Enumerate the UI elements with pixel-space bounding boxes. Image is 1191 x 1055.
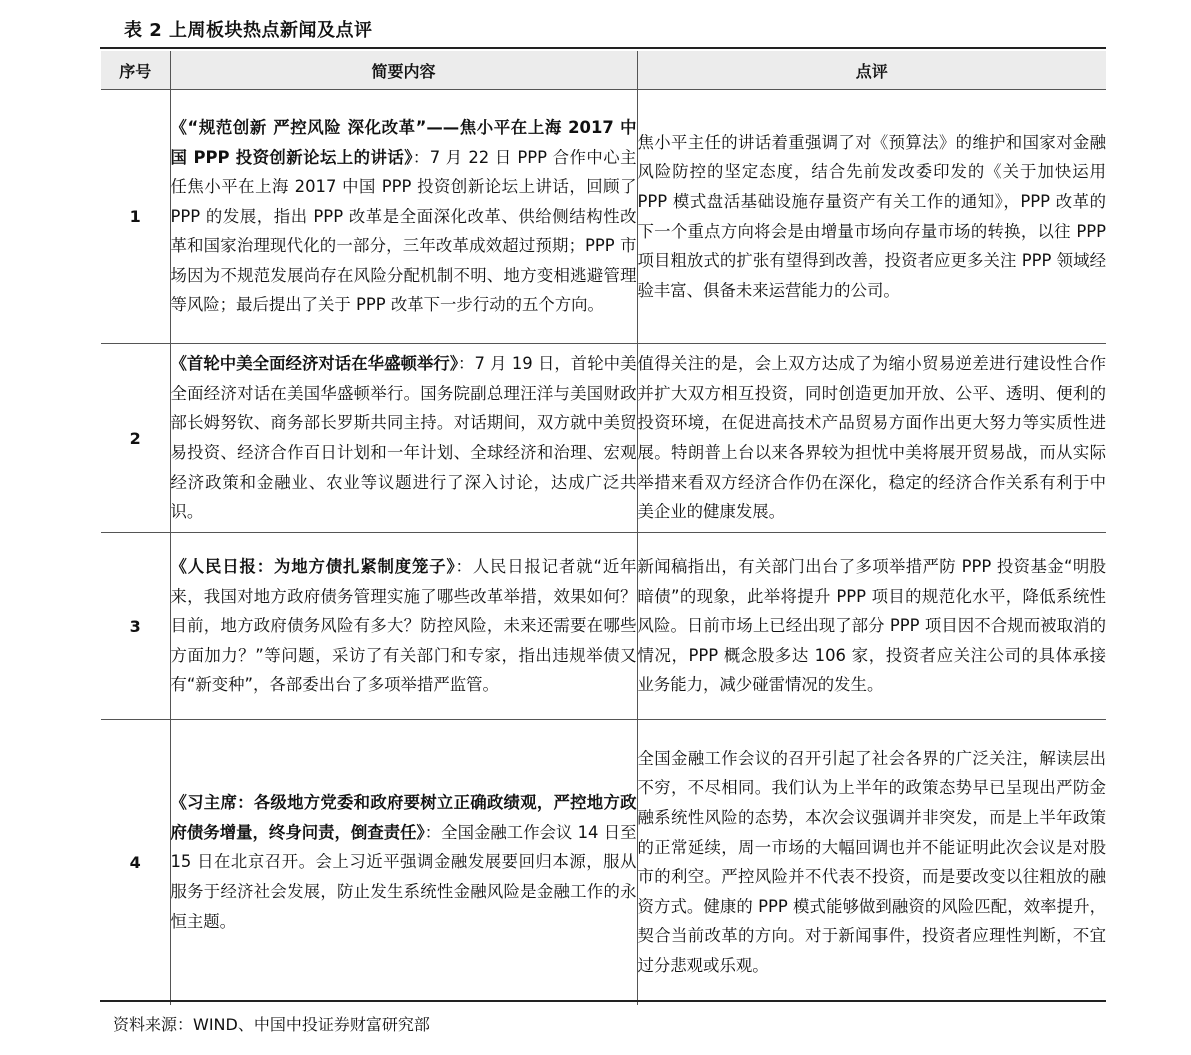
row-index: 2 [101,344,170,533]
row-index: 3 [101,533,170,720]
news-body: ：全国金融工作会议 14 日至 15 日在北京召开。会上习近平强调金融发展要回归本源，服从服务于经济社会发展，防止发生系统性金融风险是金融工作的永恒主题。 [170,822,637,931]
row-index: 1 [101,90,170,344]
header-index: 序号 [101,51,170,90]
row-summary [170,344,637,533]
table-row [101,533,1106,720]
top-rule [100,47,1106,49]
row-comment [637,344,1106,533]
news-body: ：人民日报记者就“近年来，我国对地方政府债务管理实施了哪些改革举措，效果如何？目前，地方政府债务风险有多大？防控风险，未来还需要在哪些方面加力？”等问题，采访了有关部门和专家，指出违规举债又有“新变种”，各部委出台了多项举措严监管。 [170,557,637,695]
row-comment [637,90,1106,344]
table-header-row [101,51,1106,90]
row-summary [170,720,637,1005]
news-table [101,51,1106,1005]
news-headline: 《首轮中美全面经济对话在华盛顿举行》 [170,354,459,374]
news-body: ：7 月 22 日 PPP 合作中心主任焦小平在上海 2017 中国 PPP 投资创新论坛上讲话，回顾了 PPP 的发展，指出 PPP 改革是全面深化改革、供给侧结构性改革和国家治理现代化的一部分，三年改革成效超过预期；PPP 市场因为不规范发展尚存在风险分配机制不明、地方变相逃避管理等风险；最后提出了关于 PPP 改革下一步行动的五个方向。 [170,147,637,315]
news-headline: 《人民日报：为地方债扎紧制度笼子》 [170,557,456,577]
table-row [101,344,1106,533]
row-comment [637,533,1106,720]
news-body: ：7 月 19 日，首轮中美全面经济对话在美国华盛顿举行。国务院副总理汪洋与美国财政部长姆努钦、商务部长罗斯共同主持。对话期间，双方就中美贸易投资、经济合作百日计划和一年计划、全球经济和治理、宏观经济政策和金融业、农业等议题进行了深入讨论，达成广泛共识。 [170,354,637,522]
table-row [101,90,1106,344]
table-row [101,720,1106,1005]
row-index: 4 [101,720,170,1005]
source-note: 资料来源：WIND、中国中投证券财富研究部 [113,1015,430,1034]
news-headline: 《“规范创新 严控风险 深化改革”——焦小平在上海 2017 中国 PPP 投资创新论坛上的讲话》 [170,117,637,167]
row-summary [170,90,637,344]
header-summary: 简要内容 [170,51,637,90]
comment-text: 值得关注的是，会上双方达成了为缩小贸易逆差进行建设性合作并扩大双方相互投资，同时创造更加开放、公平、透明、便利的投资环境，在促进高技术产品贸易方面作出更大努力等实质性进展。特朗普上台以来各界较为担忧中美将展开贸易战，而从实际举措来看双方经济合作仍在深化，稳定的经济合作关系有利于中美企业的健康发展。 [637,354,1106,522]
row-comment [637,720,1106,1005]
header-comment: 点评 [637,51,1106,90]
news-headline: 《习主席：各级地方党委和政府要树立正确政绩观，严控地方政府债务增量，终身问责，倒查责任》 [170,793,637,842]
comment-text: 焦小平主任的讲话着重强调了对《预算法》的维护和国家对金融风险防控的坚定态度，结合先前发改委印发的《关于加快运用 PPP 模式盘活基础设施存量资产有关工作的通知》，PPP 改革的下一个重点方向将会是由增量市场向存量市场的转换，以往 PPP 项目粗放式的扩张有望得到改善，投资者应更多关注 PPP 领域经验丰富、俱备未来运营能力的公司。 [637,132,1106,300]
comment-text: 全国金融工作会议的召开引起了社会各界的广泛关注，解读层出不穷，不尽相同。我们认为上半年的政策态势早已呈现出严防金融系统性风险的态势，本次会议强调并非突发，而是上半年政策的正常延续，周一市场的大幅回调也并不能证明此次会议是对股市的利空。严控风险并不代表不投资，而是要改变以往粗放的融资方式。健康的 PPP 模式能够做到融资的风险匹配，效率提升，契合当前改革的方向。对于新闻事件，投资者应理性判断，不宜过分悲观或乐观。 [637,748,1106,976]
bottom-rule [100,1000,1106,1002]
comment-text: 新闻稿指出，有关部门出台了多项举措严防 PPP 投资基金“明股暗债”的现象，此举将提升 PPP 项目的规范化水平，降低系统性风险。日前市场上已经出现了部分 PPP 项目因不合规而被取消的情况，PPP 概念股多达 106 家，投资者应关注公司的具体承接业务能力，减少碰雷情况的发生。 [637,557,1106,695]
table-title: 表 2 上周板块热点新闻及点评 [124,20,373,41]
row-summary [170,533,637,720]
